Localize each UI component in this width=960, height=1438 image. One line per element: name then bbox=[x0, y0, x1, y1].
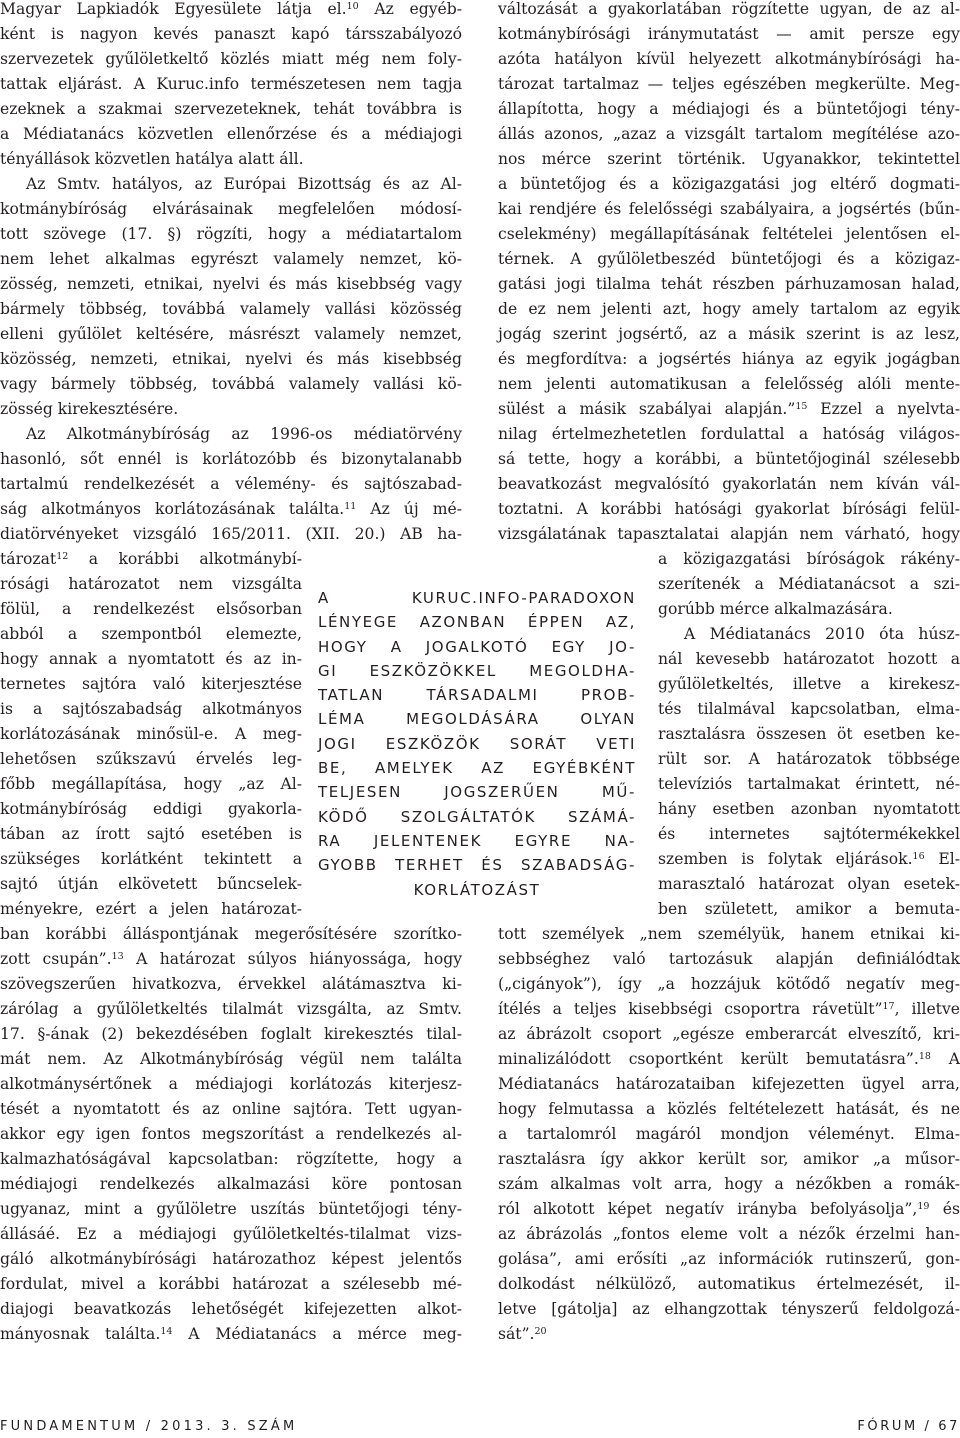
text-line bbox=[658, 672, 960, 697]
text-run: diajogi beavatkozás lehetőségét kifejezetten alkot- bbox=[0, 1300, 462, 1318]
pull-quote-line: TATLAN TÁRSADALMI PROB- bbox=[318, 686, 636, 705]
footnote-marker: 11 bbox=[344, 501, 357, 512]
text-run: lehetősen szűkszavú érvelés leg- bbox=[0, 750, 302, 768]
footnote-marker: 10 bbox=[346, 1, 359, 12]
text-run: ról alkotott képet negatív irányba befolyásolja”, bbox=[498, 1200, 918, 1218]
text-run: tározat tartalmaz — teljes egészében megkerülte. Meg- bbox=[498, 75, 960, 93]
text-line bbox=[658, 747, 960, 772]
footnote-marker: 18 bbox=[918, 1051, 931, 1062]
text-line bbox=[0, 647, 302, 672]
text-line bbox=[658, 822, 960, 847]
text-run: tározat bbox=[0, 550, 57, 568]
text-line bbox=[0, 372, 462, 397]
text-run: jogág szerint jogsértő, az a másik szerint is az lesz, bbox=[498, 325, 960, 343]
text-run: televíziós tartalmakat érintett, né- bbox=[658, 775, 960, 793]
text-line bbox=[498, 497, 960, 522]
text-run: gatási jogi tilalma tehát részben párhuzamosan halad, bbox=[498, 275, 960, 293]
text-line bbox=[498, 447, 960, 472]
text-line bbox=[498, 147, 960, 172]
text-line bbox=[0, 497, 462, 522]
footnote-marker: 15 bbox=[795, 401, 808, 412]
text-run: marasztaló határozat olyan esetek- bbox=[658, 875, 960, 893]
text-line bbox=[498, 522, 960, 547]
text-run: gorúbb mérce alkalmazására. bbox=[658, 600, 893, 618]
text-line bbox=[0, 447, 462, 472]
text-run: Az új mé- bbox=[356, 500, 462, 518]
text-run: ternetes sajtóra való kiterjesztése bbox=[0, 675, 302, 693]
text-line bbox=[658, 772, 960, 797]
text-run: tattak eljárást. A Kuruc.info természetesen nem tagja bbox=[0, 75, 462, 93]
text-run: állásáé. Ez a médiajogi gyűlöletkeltés-tilalmat vizs- bbox=[0, 1225, 462, 1243]
text-run: kai rendjére és felelősségi szabályaira, a jogsértés (bűn- bbox=[498, 200, 960, 218]
text-line bbox=[0, 1322, 462, 1347]
text-run: a közigazgatási bíróságok rákény- bbox=[658, 550, 960, 568]
text-line bbox=[0, 1022, 462, 1047]
text-run: letve [gátolja] az elhangzottak tényszerű feldolgozá- bbox=[498, 1300, 960, 1318]
text-run: kotmánybírósági iránymutatást — amit persze egy bbox=[498, 25, 960, 43]
text-line bbox=[498, 397, 960, 422]
text-run: hogy felmutassa a közlés feltételezett hatását, és ne bbox=[498, 1100, 960, 1118]
text-run: nos mérce szerint történik. Ugyanakkor, tekintettel bbox=[498, 150, 960, 168]
text-run: médiajogi rendelkezés alkalmazási köre pontosan bbox=[0, 1175, 462, 1193]
text-run: gáló alkotmánybírósági határozathoz képest jelentős bbox=[0, 1250, 462, 1268]
text-run: szerítenék a Médiatanácsot a szi- bbox=[658, 575, 960, 593]
text-line bbox=[498, 422, 960, 447]
text-line bbox=[0, 72, 462, 97]
text-run: abból a szempontból elemezte, bbox=[0, 625, 302, 643]
text-run: A határozat súlyos hiányossága, hogy bbox=[123, 950, 463, 968]
text-line bbox=[0, 1072, 462, 1097]
text-run: tában az írott sajtó esetében is bbox=[0, 825, 302, 843]
text-run: szám alkalmas volt arra, hogy a nézőkben a romák- bbox=[498, 1175, 960, 1193]
text-run: tott szövege (17. §) rögzíti, hogy a médiatartalom bbox=[0, 225, 462, 243]
text-line bbox=[658, 847, 960, 872]
text-line bbox=[0, 347, 462, 372]
text-run: állapította, hogy a médiajogi és a büntetőjogi tény- bbox=[498, 100, 960, 118]
text-line bbox=[498, 1272, 960, 1297]
text-run: ság alkotmányos korlátozásának találta. bbox=[0, 500, 345, 518]
text-run: tés tilalmával kapcsolatban, elma- bbox=[658, 700, 960, 718]
text-line bbox=[0, 1147, 462, 1172]
text-run: a korábbi alkotmánybí- bbox=[68, 550, 302, 568]
text-line bbox=[498, 297, 960, 322]
footnote-marker: 12 bbox=[56, 551, 69, 562]
text-run: állás azonos, „azaz a vizsgált tartalom megítélése azo- bbox=[498, 125, 960, 143]
pull-quote-line: LÉMA MEGOLDÁSÁRA OLYAN bbox=[318, 710, 636, 729]
pull-quote-line: HOGY A JOGALKOTÓ EGY JO- bbox=[318, 637, 636, 656]
text-run: és internetes sajtótermékekkel bbox=[658, 825, 960, 843]
text-line bbox=[0, 822, 302, 847]
text-run: az ábrázolás „fontos eleme volt a nézők érzelmi han- bbox=[498, 1225, 960, 1243]
text-run: főbb megállapítása, hogy „az Al- bbox=[0, 775, 302, 793]
footer-journal-issue: FUNDAMENTUM / 2013. 3. SZÁM bbox=[0, 1419, 298, 1434]
text-run: El- bbox=[924, 850, 960, 868]
text-line bbox=[0, 1172, 462, 1197]
text-run: zott csupán”. bbox=[0, 950, 112, 968]
footnote-marker: 17 bbox=[882, 1001, 895, 1012]
pull-quote bbox=[318, 586, 636, 902]
text-run: elleni gyűlölet keltésére, másrészt valamely nemzet, bbox=[0, 325, 462, 343]
text-run: kotmánybíróság elvárásainak megfelelően módosí- bbox=[0, 200, 462, 218]
text-line bbox=[658, 697, 960, 722]
text-run: hasonló, sőt ennél is korlátozóbb és bizonytalanabb bbox=[0, 450, 462, 468]
text-run: tényállások közvetlen hatálya alatt áll. bbox=[0, 150, 304, 168]
text-run: szemben is folytak eljárások. bbox=[658, 850, 913, 868]
text-line bbox=[498, 347, 960, 372]
text-line bbox=[0, 597, 302, 622]
text-run: nál kevesebb határozatot hozott a bbox=[658, 650, 960, 668]
text-run: ezeknek a szakmai szervezeteknek, tehát továbbra is bbox=[0, 100, 462, 118]
text-line bbox=[498, 1072, 960, 1097]
text-line bbox=[498, 472, 960, 497]
text-run: alkotmánysértőnek a médiajogi korlátozás kiterjesz- bbox=[0, 1075, 462, 1093]
text-line bbox=[0, 322, 462, 347]
text-run: Ezzel a nyelvta- bbox=[807, 400, 960, 418]
text-line bbox=[0, 1272, 462, 1297]
text-run: hány esetben azonban nyomtatott bbox=[658, 800, 960, 818]
text-run: Az Alkotmánybíróság az 1996-os médiatörvény bbox=[26, 425, 462, 443]
text-line bbox=[658, 547, 960, 572]
text-line bbox=[0, 797, 302, 822]
text-line bbox=[658, 597, 960, 622]
text-line bbox=[0, 222, 462, 247]
text-run: rasztalásra így akkor került sor, amikor „a műsor- bbox=[498, 1150, 960, 1168]
text-line bbox=[0, 772, 302, 797]
text-line bbox=[498, 122, 960, 147]
text-line bbox=[498, 272, 960, 297]
text-line bbox=[26, 172, 462, 197]
text-line bbox=[658, 872, 960, 897]
text-line bbox=[498, 22, 960, 47]
text-run: ugyanaz, mint a gyűlöletre uszítás büntetőjogi tény- bbox=[0, 1200, 462, 1218]
text-run: tott személyek „nem személyük, hanem etnikai ki- bbox=[498, 925, 960, 943]
text-run: tartalmú rendelkezését a vélemény- és sajtószabad- bbox=[0, 475, 462, 493]
text-run: fordulat, mivel a korábbi határozat a szélesebb mé- bbox=[0, 1275, 462, 1293]
text-line bbox=[658, 647, 960, 672]
text-run: vagy bármely többség, továbbá valamely vallási kö- bbox=[0, 375, 462, 393]
text-line bbox=[498, 1172, 960, 1197]
text-run: A Médiatanács a mérce meg- bbox=[172, 1325, 463, 1343]
pull-quote-line: TELJESEN JOGSZERŰEN MŰ- bbox=[318, 783, 636, 802]
text-line bbox=[498, 1047, 960, 1072]
text-line bbox=[498, 247, 960, 272]
pull-quote-line: KÖDŐ SZOLGÁLTATÓK SZÁMÁ- bbox=[318, 807, 636, 826]
text-line bbox=[0, 1197, 462, 1222]
text-run: sát”. bbox=[498, 1325, 535, 1343]
footnote-marker: 14 bbox=[160, 1326, 173, 1337]
text-run: mányosnak találta. bbox=[0, 1325, 161, 1343]
text-run: bármely többség, továbbá valamely vallási közösség bbox=[0, 300, 462, 318]
text-run: toztatni. A korábbi hatósági gyakorlat bírósági felül- bbox=[498, 500, 960, 518]
text-line bbox=[0, 247, 462, 272]
text-line bbox=[0, 97, 462, 122]
text-run: sá tette, hogy a korábbi, a büntetőjoginál szélesebb bbox=[498, 450, 960, 468]
text-run: akkor egy igen fontos megszorítást a rendelkezés al- bbox=[0, 1125, 462, 1143]
pull-quote-line: GI ESZKÖZÖKKEL MEGOLDHA- bbox=[318, 661, 636, 680]
pull-quote-line: BE, AMELYEK AZ EGYÉBKÉNT bbox=[318, 759, 636, 778]
text-line bbox=[0, 847, 302, 872]
footnote-marker: 16 bbox=[912, 851, 925, 862]
text-line bbox=[0, 897, 302, 922]
text-run: Médiatanács határozataiban kifejezetten ügyel arra, bbox=[498, 1075, 960, 1093]
text-line bbox=[658, 897, 960, 922]
text-line bbox=[0, 1247, 462, 1272]
text-run: minalizálódott csoportként került bemutatásra”. bbox=[498, 1050, 919, 1068]
text-line bbox=[26, 422, 462, 447]
text-line bbox=[0, 147, 462, 172]
text-run: szövegszerűen hivatkozva, érvekkel alátámasztva ki- bbox=[0, 975, 462, 993]
text-line bbox=[0, 0, 462, 22]
text-run: szervezetek gyűlöletkeltő közlés miatt még nem foly- bbox=[0, 50, 462, 68]
text-line bbox=[498, 172, 960, 197]
text-line bbox=[498, 1197, 960, 1222]
text-line bbox=[0, 672, 302, 697]
text-line bbox=[498, 922, 960, 947]
text-run: térnek. A gyűlöletbeszéd büntetőjogi és a közigaz- bbox=[498, 250, 960, 268]
text-run: 17. §-ának (2) bekezdésében foglalt kirekesztés tilal- bbox=[0, 1025, 462, 1043]
footer-page-number: FÓRUM / 67 bbox=[857, 1419, 960, 1434]
text-run: változását a gyakorlatában rögzítette ugyan, de az al- bbox=[498, 0, 960, 18]
text-run: A bbox=[930, 1050, 960, 1068]
text-run: ban korábbi álláspontjának megerősítésére szorítko- bbox=[0, 925, 462, 943]
text-run: Magyar Lapkiadók Egyesülete látja el. bbox=[0, 0, 347, 18]
text-run: zösség kirekesztésére. bbox=[0, 400, 179, 418]
text-line bbox=[498, 1247, 960, 1272]
text-run: Az Smtv. hatályos, az Európai Bizottság és az Al- bbox=[26, 175, 462, 193]
footnote-marker: 13 bbox=[111, 951, 124, 962]
text-run: kotmánybíróság eddigi gyakorla- bbox=[0, 800, 302, 818]
text-run: hogy annak a nyomtatott és az in- bbox=[0, 650, 302, 668]
text-line bbox=[498, 1147, 960, 1172]
text-line bbox=[498, 222, 960, 247]
text-line bbox=[0, 197, 462, 222]
text-line bbox=[0, 947, 462, 972]
text-run: sebbséghez való tartozásuk alapján definiálódtak bbox=[498, 950, 960, 968]
text-run: golása”, ami erősíti „az információk rutinszerű, gon- bbox=[498, 1250, 960, 1268]
text-line bbox=[0, 547, 302, 572]
text-run: A Médiatanács 2010 óta húsz- bbox=[684, 625, 960, 643]
footnote-marker: 19 bbox=[917, 1201, 930, 1212]
text-run: az ábrázolt csoport „egésze emberarcát elveszítő, kri- bbox=[498, 1025, 960, 1043]
text-run: diatörvényeket vizsgáló 165/2011. (XII. 20.) AB ha- bbox=[0, 525, 462, 543]
text-run: cselekmény) megállapításának feltételei jelentősen el- bbox=[498, 225, 960, 243]
text-line bbox=[498, 97, 960, 122]
text-line bbox=[498, 322, 960, 347]
text-line bbox=[0, 1297, 462, 1322]
pull-quote-line: JOGI ESZKÖZÖK SORÁT VETI bbox=[318, 734, 636, 753]
text-line bbox=[658, 722, 960, 747]
text-line bbox=[498, 1022, 960, 1047]
pull-quote-line: RA JELENTENEK EGYRE NA- bbox=[318, 831, 636, 850]
text-line bbox=[0, 1222, 462, 1247]
text-run: tését a nyomtatott és az online sajtóra. Tett ugyan- bbox=[0, 1100, 462, 1118]
text-run: fölül, a rendelkezést elsősorban bbox=[0, 600, 302, 618]
text-run: nem jelenti automatikusan a felelősség alóli mente- bbox=[498, 375, 960, 393]
footnote-marker: 20 bbox=[534, 1326, 547, 1337]
text-run: korlátozásának minősül-e. A meg- bbox=[0, 725, 302, 743]
text-run: zárólag a gyűlöletkeltés tilalmát vizsgálta, az Smtv. bbox=[0, 1000, 462, 1018]
text-line bbox=[0, 1122, 462, 1147]
text-run: ben született, amikor a bemuta- bbox=[658, 900, 960, 918]
text-run: nem lehet alkalmas egyrészt valamely nemzet, kö- bbox=[0, 250, 462, 268]
text-line bbox=[498, 197, 960, 222]
text-run: nilag értelmezhetetlen fordulattal a hatóság világos- bbox=[498, 425, 960, 443]
text-line bbox=[0, 997, 462, 1022]
text-line bbox=[0, 722, 302, 747]
text-run: de ez nem jelenti azt, hogy amely tartalom az egyik bbox=[498, 300, 960, 318]
pull-quote-line: KORLÁTOZÁST bbox=[413, 880, 541, 899]
text-line bbox=[0, 1097, 462, 1122]
text-line bbox=[0, 697, 302, 722]
text-run: sülést a másik szabályai alapján.” bbox=[498, 400, 796, 418]
text-line bbox=[0, 272, 462, 297]
text-run: közösség, nemzeti, etnikai, nyelvi és más kisebbség bbox=[0, 350, 462, 368]
text-line bbox=[684, 622, 960, 647]
text-line bbox=[498, 1322, 960, 1347]
text-run: vizsgálatának tapasztalatai alapján nem várható, hogy bbox=[498, 525, 960, 543]
text-line bbox=[658, 797, 960, 822]
text-run: ítélés a teljes kisebbségi csoportra rávetült” bbox=[498, 1000, 883, 1018]
pull-quote-line: LÉNYEGE AZONBAN ÉPPEN AZ, bbox=[318, 613, 636, 632]
text-line bbox=[0, 1047, 462, 1072]
text-line bbox=[498, 47, 960, 72]
text-line bbox=[498, 1097, 960, 1122]
text-line bbox=[0, 872, 302, 897]
text-run: a büntetőjog és a közigazgatási jog eltérő dogmati- bbox=[498, 175, 960, 193]
text-line bbox=[498, 972, 960, 997]
text-run: („cigányok”), így „a hozzájuk kötődő negatív meg- bbox=[498, 975, 960, 993]
pull-quote-line: A KURUC.INFO-PARADOXON bbox=[318, 589, 636, 607]
text-run: a Médiatanács közvetlen ellenőrzése és a médiajogi bbox=[0, 125, 462, 143]
text-line bbox=[0, 472, 462, 497]
text-line bbox=[0, 122, 462, 147]
text-run: rült sor. A határozatok többsége bbox=[658, 750, 960, 768]
text-line bbox=[498, 947, 960, 972]
text-run: beavatkozást megvalósító gyakorlatán nem kíván vál- bbox=[498, 475, 960, 493]
text-run: ményekre, ezért a jelen határozat- bbox=[0, 900, 302, 918]
text-run: rasztalásra összesen öt esetben ke- bbox=[658, 725, 960, 743]
text-line bbox=[0, 22, 462, 47]
text-line bbox=[498, 372, 960, 397]
text-line bbox=[498, 997, 960, 1022]
text-run: és megfordítva: a jogsértés hiánya az egyik jogágban bbox=[498, 350, 960, 368]
text-run: zösség, nemzeti, etnikai, nyelvi és más kisebbség vagy bbox=[0, 275, 462, 293]
text-line bbox=[0, 922, 462, 947]
pull-quote-line: GYOBB TERHET ÉS SZABADSÁG- bbox=[318, 856, 636, 875]
text-line bbox=[0, 297, 462, 322]
text-line bbox=[498, 0, 960, 22]
text-run: és bbox=[929, 1200, 960, 1218]
text-line bbox=[0, 522, 462, 547]
text-line bbox=[498, 1222, 960, 1247]
text-run: szükséges korlátként tekintett a bbox=[0, 850, 302, 868]
text-run: , illetve bbox=[894, 1000, 960, 1018]
text-run: azóta hatályon kívül helyezett alkotmánybírósági ha- bbox=[498, 50, 960, 68]
text-line bbox=[0, 747, 302, 772]
text-run: is a sajtószabadság alkotmányos bbox=[0, 700, 302, 718]
text-line bbox=[0, 622, 302, 647]
text-run: ként is nagyon kevés panaszt kapó társszabályozó bbox=[0, 25, 462, 43]
text-run: kalmazhatóságával kapcsolatban: rögzítette, hogy a bbox=[0, 1150, 462, 1168]
text-run: a tartalomról magáról mondjon véleményt. Elma- bbox=[498, 1125, 960, 1143]
text-line bbox=[658, 572, 960, 597]
text-run: mát nem. Az Alkotmánybíróság végül nem találta bbox=[0, 1050, 462, 1068]
text-line bbox=[0, 397, 462, 422]
text-line bbox=[498, 1297, 960, 1322]
text-run: sajtó útján elkövetett bűncselek- bbox=[0, 875, 302, 893]
text-run: gyűlöletkeltés, illetve a kirekesz- bbox=[658, 675, 960, 693]
text-run: rósági határozatot nem vizsgálta bbox=[0, 575, 302, 593]
text-line bbox=[0, 972, 462, 997]
text-line bbox=[498, 72, 960, 97]
text-run: Az egyéb- bbox=[358, 0, 462, 18]
text-line bbox=[0, 572, 302, 597]
text-run: dolkodást nélkülöző, automatikus értelmezését, il- bbox=[498, 1275, 960, 1293]
text-line bbox=[0, 47, 462, 72]
text-line bbox=[498, 1122, 960, 1147]
